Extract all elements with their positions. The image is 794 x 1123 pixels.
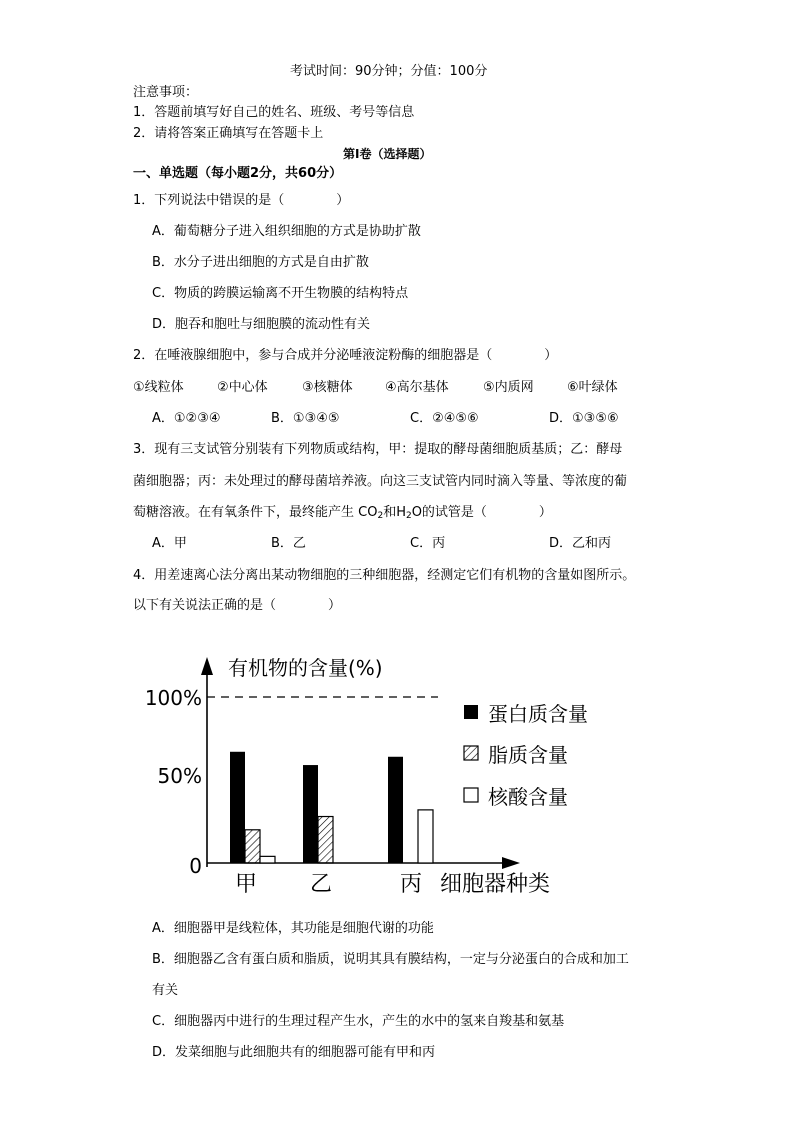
legend-swatch-protein	[464, 705, 478, 719]
note-2: 2．请将答案正确填写在答题卡上	[133, 126, 324, 141]
q2-item-3: ③核糖体	[302, 380, 353, 395]
q4-stem-line-2: 以下有关说法正确的是（ ）	[133, 598, 342, 613]
y-tick-label-100: 100%	[144, 686, 202, 710]
q2-item-1: ①线粒体	[133, 380, 184, 395]
bar-lipid-1	[318, 817, 333, 863]
y-tick-label-0: 0	[189, 854, 202, 878]
q3-option-d: D．乙和丙	[549, 536, 612, 551]
q2-option-a: A．①②③④	[152, 411, 221, 426]
q2-stem: 2．在唾液腺细胞中，参与合成并分泌唾液淀粉酶的细胞器是（ ）	[133, 348, 558, 363]
legend-swatch-lipid	[464, 746, 478, 760]
y-axis-arrow	[201, 657, 213, 675]
q2-item-5: ⑤内质网	[483, 380, 534, 395]
q1-option-c: C．物质的跨膜运输离不开生物膜的结构特点	[152, 286, 409, 301]
bar-protein-2	[388, 757, 403, 863]
x-axis-arrow	[502, 857, 520, 869]
q2-item-4: ④高尔基体	[385, 380, 449, 395]
q4-option-c: C．细胞器丙中进行的生理过程产生水，产生的水中的氢来自羧基和氨基	[152, 1014, 565, 1029]
q3-stem-line-1: 3．现有三支试管分别装有下列物质或结构，甲：提取的酵母菌细胞质基质；乙：酵母	[133, 442, 623, 457]
q3-option-a: A．甲	[152, 536, 187, 551]
q3-option-c: C．丙	[410, 536, 446, 551]
q2-item-6: ⑥叶绿体	[567, 380, 618, 395]
bar-protein-1	[303, 765, 318, 863]
part-title: 一、单选题（每小题2分，共60分）	[133, 166, 343, 181]
y-tick-label-50: 50%	[157, 764, 202, 788]
q1-option-d: D．胞吞和胞吐与细胞膜的流动性有关	[152, 317, 371, 332]
legend-label-lipid: 脂质含量	[488, 743, 568, 767]
q4-option-a: A．细胞器甲是线粒体，其功能是细胞代谢的功能	[152, 921, 434, 936]
bar-protein-0	[230, 752, 245, 863]
q3-sub-co2: 2	[377, 511, 384, 521]
x-category-label-yi: 乙	[309, 872, 333, 897]
q4-option-b-cont: 有关	[152, 983, 179, 998]
q2-option-c: C．②④⑤⑥	[410, 411, 479, 426]
legend-swatch-nucleic	[464, 788, 478, 802]
q2-item-2: ②中心体	[217, 380, 268, 395]
exam-info: 考试时间：90分钟；分值：100分	[290, 64, 488, 79]
q3-sub-h2o: 2	[405, 511, 412, 521]
q3-stem-line-3	[133, 504, 552, 525]
x-category-label-jia: 甲	[234, 872, 258, 897]
q3-stem-text-e: O的试管是（ ）	[411, 505, 552, 520]
q2-option-d: D．①③⑤⑥	[549, 411, 619, 426]
q3-stem-text-a: 萄糖溶液。在有氧条件下，最终能产生 CO	[133, 505, 378, 520]
bar-nucleic-2	[418, 810, 433, 863]
bar-lipid-0	[245, 830, 260, 863]
organic-content-chart	[140, 645, 620, 905]
q3-option-b: B．乙	[271, 536, 306, 551]
bar-nucleic-0	[260, 856, 275, 863]
q3-stem-text-c: 和H	[383, 505, 406, 520]
chart-bars	[230, 752, 433, 863]
legend-label-protein: 蛋白质含量	[488, 702, 588, 726]
q2-option-b: B．①③④⑤	[271, 411, 340, 426]
q1-option-b: B．水分子进出细胞的方式是自由扩散	[152, 255, 369, 270]
note-1: 1．答题前填写好自己的姓名、班级、考号等信息	[133, 105, 415, 120]
q4-stem-line-1: 4．用差速离心法分离出某动物细胞的三种细胞器，经测定它们有机物的含量如图所示。	[133, 568, 636, 583]
q1-option-a: A．葡萄糖分子进入组织细胞的方式是协助扩散	[152, 224, 421, 239]
notes-title: 注意事项：	[133, 85, 199, 100]
q3-stem-line-2: 菌细胞器；丙：未处理过的酵母菌培养液。向这三支试管内同时滴入等量、等浓度的葡	[133, 474, 628, 489]
chart-ylabel: 有机物的含量(%)	[228, 656, 383, 680]
q4-option-d: D．发菜细胞与此细胞共有的细胞器可能有甲和丙	[152, 1045, 436, 1060]
section-title: 第I卷（选择题）	[343, 147, 432, 161]
q1-stem: 1．下列说法中错误的是（ ）	[133, 193, 350, 208]
q4-option-b: B．细胞器乙含有蛋白质和脂质，说明其具有膜结构，一定与分泌蛋白的合成和加工	[152, 952, 629, 967]
chart-xlabel: 细胞器种类	[440, 872, 551, 897]
x-category-label-bing: 丙	[399, 872, 423, 897]
legend-label-nucleic: 核酸含量	[488, 785, 568, 809]
